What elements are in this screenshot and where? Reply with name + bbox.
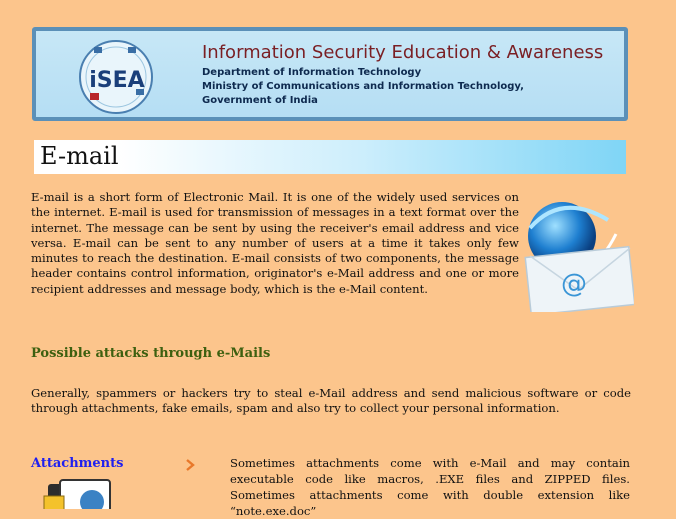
- section-title: E-mail: [40, 142, 119, 170]
- isea-logo: [76, 37, 156, 117]
- attacks-subheading: Possible attacks through e-Mails: [31, 346, 271, 361]
- attachment-file-icon: [30, 478, 130, 509]
- section-heading-bar: [34, 140, 626, 174]
- chevron-right-icon: [184, 459, 196, 471]
- attachments-label: Attachments: [31, 456, 124, 471]
- email-icon: [516, 198, 634, 312]
- intro-paragraph: E-mail is a short form of Electronic Mail. It is one of the widely used services on the internet. E-mail is used for transmission of messages in a text format over the internet. The message can be sent by using the receiver's email address and vice versa. E-mail can be sent to any number of users at a time it takes only few minutes to reach the destination. E-mail consists of two components, the message header contains control information, originator's e-Mail address and one or more recipient addresses and message body, which is the e-Mail content.: [31, 190, 519, 296]
- spammers-paragraph: Generally, spammers or hackers try to steal e-Mail address and send malicious software or code through attachments, fake emails, spam and also try to collect your personal information.: [31, 386, 631, 416]
- banner-government: Government of India: [202, 95, 318, 106]
- header-banner: [32, 27, 628, 121]
- logo-text: iSEA: [89, 68, 145, 93]
- banner-ministry: Ministry of Communications and Information Technology,: [202, 81, 524, 92]
- attachments-description: Sometimes attachments come with e-Mail and may contain executable code like macros, .EXE files and ZIPPED files. Sometimes attachments come with double extension like “note.exe.doc”: [230, 456, 630, 518]
- svg-text:@: @: [561, 269, 587, 299]
- banner-department: Department of Information Technology: [202, 67, 422, 78]
- banner-title: Information Security Education & Awareness: [202, 42, 604, 63]
